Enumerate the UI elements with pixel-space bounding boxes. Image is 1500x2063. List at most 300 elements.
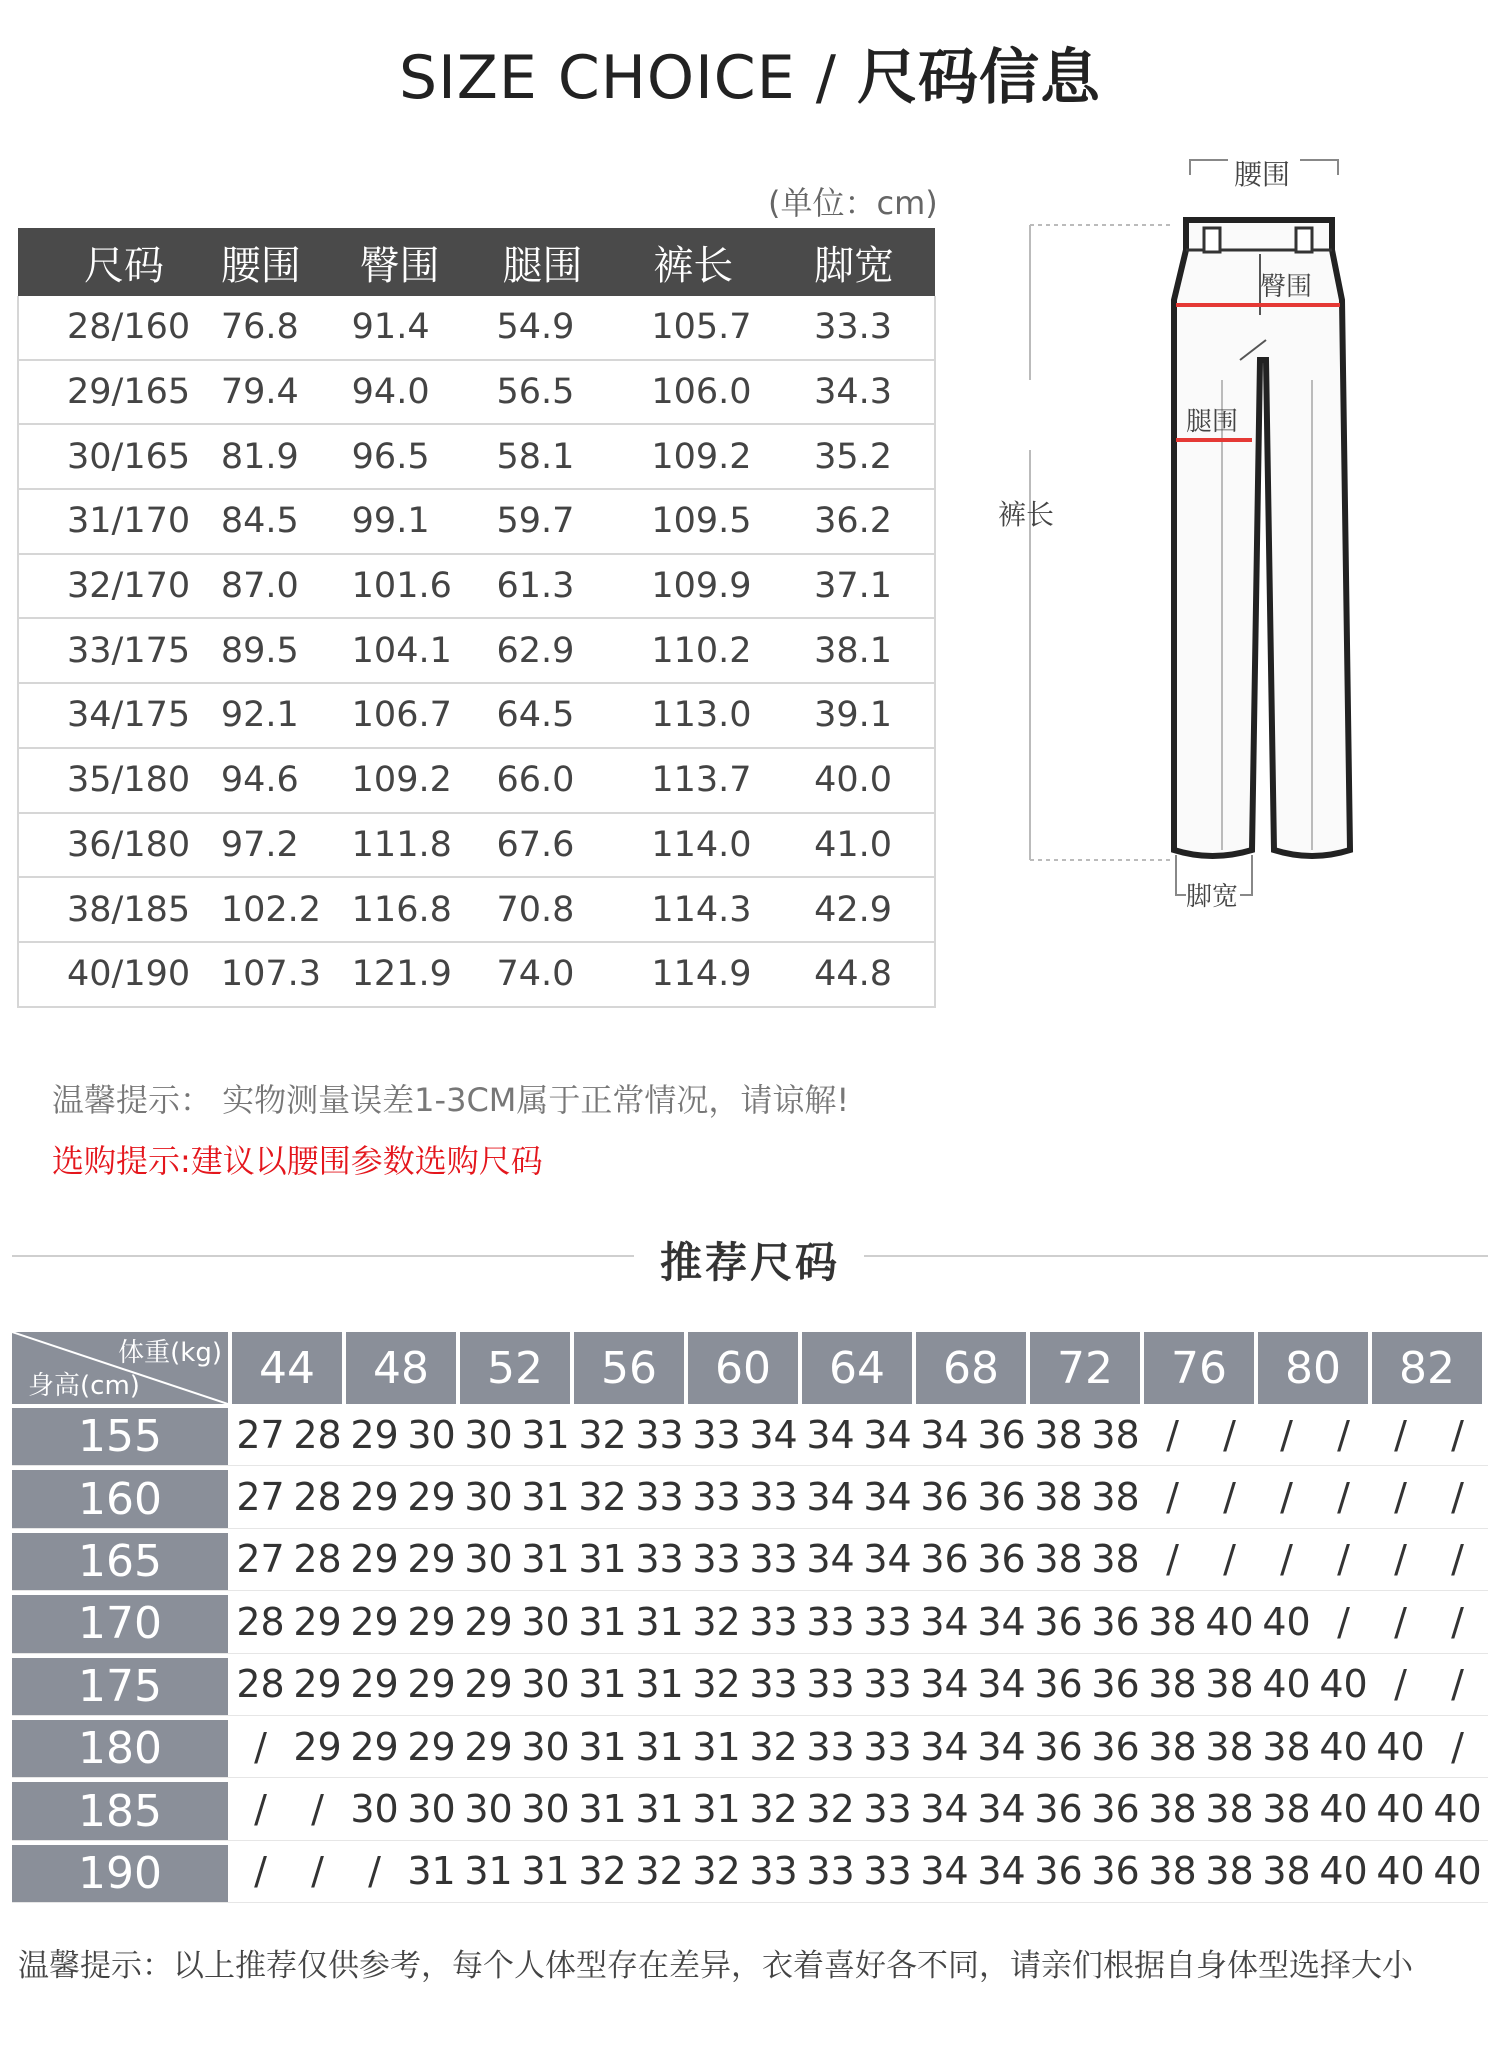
size-value: 29 bbox=[350, 1412, 399, 1457]
table-cell: 33/175 bbox=[18, 618, 171, 683]
table-cell: 114.0 bbox=[629, 813, 782, 878]
size-value: 36 bbox=[1034, 1724, 1083, 1769]
size-values bbox=[228, 1591, 1488, 1652]
table-cell: 109.2 bbox=[629, 424, 782, 489]
unit-label: (单位：cm) bbox=[768, 184, 938, 222]
size-value: 28 bbox=[293, 1412, 342, 1457]
size-values bbox=[228, 1404, 1488, 1465]
table-cell: 105.7 bbox=[629, 296, 782, 360]
table-cell: 99.1 bbox=[324, 489, 477, 554]
size-value: 30 bbox=[464, 1787, 513, 1832]
table-cell: 34/175 bbox=[18, 683, 171, 748]
size-value: 30 bbox=[350, 1787, 399, 1832]
size-value: / bbox=[1166, 1475, 1179, 1520]
table-cell: 114.3 bbox=[629, 877, 782, 942]
table-cell: 35/180 bbox=[18, 748, 171, 813]
table-cell: 109.5 bbox=[629, 489, 782, 554]
table-cell: 76.8 bbox=[171, 296, 324, 360]
size-value: 38 bbox=[1034, 1475, 1083, 1520]
table-cell: 31/170 bbox=[18, 489, 171, 554]
table-cell: 33.3 bbox=[782, 296, 935, 360]
size-values bbox=[228, 1654, 1488, 1715]
size-value: 32 bbox=[635, 1849, 684, 1894]
size-value: 40 bbox=[1433, 1787, 1482, 1832]
table-cell: 96.5 bbox=[324, 424, 477, 489]
size-value: 31 bbox=[521, 1537, 570, 1582]
weight-header-cell: 52 bbox=[460, 1332, 570, 1404]
recommend-row bbox=[12, 1716, 1488, 1778]
weight-header-cell: 56 bbox=[574, 1332, 684, 1404]
size-value: 34 bbox=[977, 1787, 1026, 1832]
size-value: 31 bbox=[635, 1724, 684, 1769]
weight-header-cell: 48 bbox=[346, 1332, 456, 1404]
page-title bbox=[0, 30, 1500, 116]
table-cell: 29/165 bbox=[18, 360, 171, 425]
table-cell: 109.2 bbox=[324, 748, 477, 813]
size-value: 38 bbox=[1262, 1724, 1311, 1769]
table-cell: 84.5 bbox=[171, 489, 324, 554]
corner-height-label: 身高(cm) bbox=[28, 1371, 140, 1401]
table-cell: 97.2 bbox=[171, 813, 324, 878]
size-value: 34 bbox=[920, 1724, 969, 1769]
size-value: 34 bbox=[977, 1849, 1026, 1894]
size-value: 38 bbox=[1148, 1849, 1197, 1894]
table-cell: 42.9 bbox=[782, 877, 935, 942]
table-cell: 106.7 bbox=[324, 683, 477, 748]
table-cell: 121.9 bbox=[324, 942, 477, 1007]
weight-header-cell: 64 bbox=[802, 1332, 912, 1404]
table-cell: 40/190 bbox=[18, 942, 171, 1007]
size-value: 32 bbox=[578, 1412, 627, 1457]
size-value: / bbox=[1451, 1475, 1464, 1520]
recommend-row bbox=[12, 1591, 1488, 1653]
size-value: 31 bbox=[692, 1787, 741, 1832]
size-value: 40 bbox=[1433, 1849, 1482, 1894]
size-value: 36 bbox=[1034, 1849, 1083, 1894]
size-value: 33 bbox=[863, 1724, 912, 1769]
size-value: 29 bbox=[407, 1662, 456, 1707]
size-value: 33 bbox=[692, 1412, 741, 1457]
size-value: 33 bbox=[635, 1475, 684, 1520]
size-value: 28 bbox=[293, 1475, 342, 1520]
size-value: 36 bbox=[977, 1537, 1026, 1582]
size-value: 33 bbox=[806, 1599, 855, 1644]
size-value: 30 bbox=[521, 1787, 570, 1832]
size-value: / bbox=[1451, 1724, 1464, 1769]
size-value: 29 bbox=[407, 1537, 456, 1582]
label-hip: 臀围 bbox=[1260, 272, 1313, 302]
table-cell: 61.3 bbox=[476, 554, 629, 619]
size-value: 31 bbox=[521, 1475, 570, 1520]
label-waist: 腰围 bbox=[1234, 158, 1291, 191]
table-cell: 59.7 bbox=[476, 489, 629, 554]
size-value: 38 bbox=[1205, 1787, 1254, 1832]
table-cell: 34.3 bbox=[782, 360, 935, 425]
label-thigh: 腿围 bbox=[1186, 407, 1239, 437]
size-value: 34 bbox=[920, 1662, 969, 1707]
table-cell: 67.6 bbox=[476, 813, 629, 878]
size-value: / bbox=[1280, 1537, 1293, 1582]
size-value: 40 bbox=[1319, 1849, 1368, 1894]
size-value: 36 bbox=[1034, 1787, 1083, 1832]
size-value: 30 bbox=[464, 1412, 513, 1457]
size-value: 31 bbox=[692, 1724, 741, 1769]
table-cell: 104.1 bbox=[324, 618, 477, 683]
size-value: 33 bbox=[635, 1537, 684, 1582]
size-value: 30 bbox=[521, 1724, 570, 1769]
size-value: 36 bbox=[1091, 1724, 1140, 1769]
size-value: 30 bbox=[407, 1787, 456, 1832]
size-value: 31 bbox=[578, 1724, 627, 1769]
size-value: 33 bbox=[749, 1475, 798, 1520]
height-cell: 175 bbox=[12, 1654, 228, 1715]
size-value: 34 bbox=[863, 1412, 912, 1457]
size-value: / bbox=[1337, 1475, 1350, 1520]
table-cell: 36/180 bbox=[18, 813, 171, 878]
size-value: 33 bbox=[806, 1662, 855, 1707]
size-value: 27 bbox=[236, 1412, 285, 1457]
size-value: 38 bbox=[1034, 1412, 1083, 1457]
recommend-section-header bbox=[12, 1230, 1488, 1287]
size-value: / bbox=[254, 1849, 267, 1894]
size-value: 38 bbox=[1148, 1599, 1197, 1644]
size-value: 36 bbox=[1091, 1787, 1140, 1832]
size-value: / bbox=[1394, 1412, 1407, 1457]
size-value: 31 bbox=[407, 1849, 456, 1894]
size-value: 30 bbox=[521, 1662, 570, 1707]
size-value: 31 bbox=[578, 1599, 627, 1644]
size-value: 31 bbox=[521, 1412, 570, 1457]
size-value: 36 bbox=[1034, 1662, 1083, 1707]
table-cell: 106.0 bbox=[629, 360, 782, 425]
grid-corner bbox=[12, 1332, 228, 1404]
size-value: 34 bbox=[920, 1849, 969, 1894]
size-value: 38 bbox=[1205, 1662, 1254, 1707]
table-cell: 66.0 bbox=[476, 748, 629, 813]
size-value: 29 bbox=[407, 1599, 456, 1644]
size-values bbox=[228, 1841, 1488, 1902]
size-value: 32 bbox=[749, 1787, 798, 1832]
size-values bbox=[228, 1716, 1488, 1777]
height-cell: 165 bbox=[12, 1529, 228, 1590]
size-value: 32 bbox=[749, 1724, 798, 1769]
size-value: 29 bbox=[293, 1599, 342, 1644]
table-cell: 38/185 bbox=[18, 877, 171, 942]
size-value: 31 bbox=[578, 1662, 627, 1707]
tip-purchase-advice: 选购提示:建议以腰围参数选购尺码 bbox=[52, 1142, 543, 1180]
size-value: / bbox=[1280, 1475, 1293, 1520]
table-cell: 94.0 bbox=[324, 360, 477, 425]
table-cell: 111.8 bbox=[324, 813, 477, 878]
size-value: 40 bbox=[1262, 1599, 1311, 1644]
table-cell: 41.0 bbox=[782, 813, 935, 878]
size-value: 40 bbox=[1376, 1849, 1425, 1894]
size-values bbox=[228, 1466, 1488, 1527]
size-value: 30 bbox=[464, 1537, 513, 1582]
table-row bbox=[18, 618, 935, 683]
table-cell: 114.9 bbox=[629, 942, 782, 1007]
size-value: 40 bbox=[1319, 1724, 1368, 1769]
table-cell: 64.5 bbox=[476, 683, 629, 748]
height-cell: 185 bbox=[12, 1778, 228, 1839]
size-value: 31 bbox=[635, 1662, 684, 1707]
size-table bbox=[17, 228, 936, 1008]
size-value: 34 bbox=[977, 1724, 1026, 1769]
size-value: 28 bbox=[293, 1537, 342, 1582]
size-value: 38 bbox=[1034, 1537, 1083, 1582]
table-cell: 62.9 bbox=[476, 618, 629, 683]
recommend-row bbox=[12, 1654, 1488, 1716]
table-cell: 92.1 bbox=[171, 683, 324, 748]
size-value: 29 bbox=[293, 1662, 342, 1707]
table-cell: 91.4 bbox=[324, 296, 477, 360]
size-value: 29 bbox=[293, 1724, 342, 1769]
table-cell: 40.0 bbox=[782, 748, 935, 813]
size-value: / bbox=[1394, 1662, 1407, 1707]
size-value: 33 bbox=[749, 1662, 798, 1707]
header-hem: 脚宽 bbox=[782, 228, 935, 296]
size-value: 29 bbox=[407, 1475, 456, 1520]
size-value: 40 bbox=[1376, 1724, 1425, 1769]
weight-header-cell: 76 bbox=[1144, 1332, 1254, 1404]
size-value: 33 bbox=[749, 1537, 798, 1582]
title-separator: / bbox=[815, 43, 837, 113]
size-value: / bbox=[1451, 1662, 1464, 1707]
size-value: 38 bbox=[1148, 1787, 1197, 1832]
pants-outline-icon bbox=[1174, 220, 1350, 856]
table-cell: 113.0 bbox=[629, 683, 782, 748]
corner-weight-label: 体重(kg) bbox=[118, 1338, 222, 1368]
size-value: / bbox=[368, 1849, 381, 1894]
size-value: 40 bbox=[1319, 1787, 1368, 1832]
size-value: 29 bbox=[350, 1724, 399, 1769]
table-cell: 37.1 bbox=[782, 554, 935, 619]
size-value: / bbox=[1394, 1537, 1407, 1582]
size-value: 29 bbox=[407, 1724, 456, 1769]
weight-header-cell: 60 bbox=[688, 1332, 798, 1404]
size-value: 34 bbox=[806, 1537, 855, 1582]
size-value: 36 bbox=[1091, 1599, 1140, 1644]
size-value: 40 bbox=[1376, 1787, 1425, 1832]
size-value: / bbox=[1223, 1475, 1236, 1520]
size-value: 38 bbox=[1205, 1724, 1254, 1769]
label-length: 裤长 bbox=[998, 498, 1055, 531]
size-value: 38 bbox=[1262, 1849, 1311, 1894]
size-value: 32 bbox=[578, 1475, 627, 1520]
table-cell: 113.7 bbox=[629, 748, 782, 813]
table-cell: 44.8 bbox=[782, 942, 935, 1007]
size-value: 38 bbox=[1091, 1412, 1140, 1457]
size-value: 33 bbox=[806, 1724, 855, 1769]
size-value: 33 bbox=[863, 1787, 912, 1832]
table-row bbox=[18, 813, 935, 878]
size-value: 33 bbox=[749, 1599, 798, 1644]
size-value: 34 bbox=[863, 1537, 912, 1582]
size-value: 28 bbox=[236, 1599, 285, 1644]
table-row bbox=[18, 296, 935, 360]
size-value: 27 bbox=[236, 1475, 285, 1520]
size-value: 34 bbox=[920, 1599, 969, 1644]
table-cell: 110.2 bbox=[629, 618, 782, 683]
size-value: 34 bbox=[977, 1662, 1026, 1707]
size-value: 32 bbox=[578, 1849, 627, 1894]
size-value: 29 bbox=[350, 1537, 399, 1582]
size-value: 38 bbox=[1091, 1537, 1140, 1582]
size-value: / bbox=[1451, 1412, 1464, 1457]
size-table-header bbox=[18, 228, 935, 296]
header-hip: 臀围 bbox=[324, 228, 477, 296]
height-cell: 160 bbox=[12, 1466, 228, 1527]
recommend-row bbox=[12, 1404, 1488, 1466]
table-cell: 81.9 bbox=[171, 424, 324, 489]
table-row bbox=[18, 360, 935, 425]
size-value: 40 bbox=[1262, 1662, 1311, 1707]
size-value: 40 bbox=[1205, 1599, 1254, 1644]
height-cell: 180 bbox=[12, 1716, 228, 1777]
size-value: 30 bbox=[521, 1599, 570, 1644]
table-cell: 58.1 bbox=[476, 424, 629, 489]
table-row bbox=[18, 748, 935, 813]
recommend-title: 推荐尺码 bbox=[659, 1238, 840, 1287]
size-value: / bbox=[1166, 1412, 1179, 1457]
table-row bbox=[18, 424, 935, 489]
size-value: 34 bbox=[806, 1412, 855, 1457]
recommend-row bbox=[12, 1466, 1488, 1528]
size-value: / bbox=[1223, 1412, 1236, 1457]
size-value: 32 bbox=[806, 1787, 855, 1832]
table-cell: 107.3 bbox=[171, 942, 324, 1007]
size-value: 33 bbox=[863, 1662, 912, 1707]
size-value: 29 bbox=[464, 1599, 513, 1644]
size-value: 33 bbox=[692, 1475, 741, 1520]
recommend-grid bbox=[12, 1332, 1488, 1903]
header-size: 尺码 bbox=[18, 228, 171, 296]
table-row bbox=[18, 683, 935, 748]
recommend-grid-header bbox=[12, 1332, 1488, 1404]
recommend-row bbox=[12, 1529, 1488, 1591]
table-cell: 56.5 bbox=[476, 360, 629, 425]
size-value: 30 bbox=[407, 1412, 456, 1457]
table-cell: 39.1 bbox=[782, 683, 935, 748]
table-cell: 35.2 bbox=[782, 424, 935, 489]
size-value: 29 bbox=[464, 1662, 513, 1707]
size-value: / bbox=[311, 1849, 324, 1894]
size-value: 36 bbox=[977, 1412, 1026, 1457]
size-values bbox=[228, 1529, 1488, 1590]
size-value: 38 bbox=[1148, 1724, 1197, 1769]
table-cell: 87.0 bbox=[171, 554, 324, 619]
size-value: 32 bbox=[692, 1849, 741, 1894]
size-value: 29 bbox=[350, 1599, 399, 1644]
size-value: 34 bbox=[806, 1475, 855, 1520]
weight-header-cell: 72 bbox=[1030, 1332, 1140, 1404]
size-value: 33 bbox=[863, 1849, 912, 1894]
size-value: 31 bbox=[464, 1849, 513, 1894]
table-cell: 70.8 bbox=[476, 877, 629, 942]
title-en: SIZE CHOICE bbox=[399, 43, 796, 113]
size-value: 40 bbox=[1319, 1662, 1368, 1707]
size-value: 30 bbox=[464, 1475, 513, 1520]
footnote: 温馨提示：以上推荐仅供参考，每个人体型存在差异，衣着喜好各不同，请亲们根据自身体型选择大小 bbox=[18, 1948, 1413, 1984]
table-cell: 32/170 bbox=[18, 554, 171, 619]
header-length: 裤长 bbox=[629, 228, 782, 296]
size-values bbox=[228, 1778, 1488, 1839]
table-cell: 54.9 bbox=[476, 296, 629, 360]
size-value: 38 bbox=[1205, 1849, 1254, 1894]
size-value: 36 bbox=[1091, 1849, 1140, 1894]
table-cell: 101.6 bbox=[324, 554, 477, 619]
size-value: 29 bbox=[350, 1475, 399, 1520]
size-value: / bbox=[311, 1787, 324, 1832]
size-value: 29 bbox=[464, 1724, 513, 1769]
size-value: / bbox=[254, 1787, 267, 1832]
size-value: 31 bbox=[635, 1787, 684, 1832]
size-value: / bbox=[1451, 1599, 1464, 1644]
size-value: 28 bbox=[236, 1662, 285, 1707]
weight-header-cell: 80 bbox=[1258, 1332, 1368, 1404]
table-row bbox=[18, 877, 935, 942]
size-value: 31 bbox=[578, 1787, 627, 1832]
table-cell: 94.6 bbox=[171, 748, 324, 813]
size-value: 33 bbox=[749, 1849, 798, 1894]
size-value: 31 bbox=[578, 1537, 627, 1582]
size-value: 34 bbox=[920, 1787, 969, 1832]
size-value: 38 bbox=[1262, 1787, 1311, 1832]
size-value: / bbox=[1223, 1537, 1236, 1582]
table-cell: 109.9 bbox=[629, 554, 782, 619]
recommend-row bbox=[12, 1778, 1488, 1840]
height-cell: 155 bbox=[12, 1404, 228, 1465]
size-value: / bbox=[1337, 1412, 1350, 1457]
size-value: 36 bbox=[920, 1475, 969, 1520]
size-value: 33 bbox=[692, 1537, 741, 1582]
size-value: 38 bbox=[1091, 1475, 1140, 1520]
size-value: 31 bbox=[635, 1599, 684, 1644]
table-cell: 36.2 bbox=[782, 489, 935, 554]
table-row bbox=[18, 489, 935, 554]
table-cell: 102.2 bbox=[171, 877, 324, 942]
size-value: 34 bbox=[749, 1412, 798, 1457]
table-cell: 28/160 bbox=[18, 296, 171, 360]
header-waist: 腰围 bbox=[171, 228, 324, 296]
size-value: / bbox=[1337, 1537, 1350, 1582]
table-cell: 89.5 bbox=[171, 618, 324, 683]
recommend-row bbox=[12, 1841, 1488, 1903]
size-value: 27 bbox=[236, 1537, 285, 1582]
size-value: 38 bbox=[1148, 1662, 1197, 1707]
size-value: 33 bbox=[806, 1849, 855, 1894]
weight-header-cell: 68 bbox=[916, 1332, 1026, 1404]
size-value: 36 bbox=[1034, 1599, 1083, 1644]
size-value: 33 bbox=[863, 1599, 912, 1644]
table-row bbox=[18, 554, 935, 619]
size-value: / bbox=[1280, 1412, 1293, 1457]
size-value: / bbox=[1451, 1537, 1464, 1582]
header-thigh: 腿围 bbox=[476, 228, 629, 296]
table-row bbox=[18, 942, 935, 1007]
table-cell: 74.0 bbox=[476, 942, 629, 1007]
size-value: 34 bbox=[920, 1412, 969, 1457]
size-value: / bbox=[1394, 1599, 1407, 1644]
title-cn: 尺码信息 bbox=[856, 43, 1101, 113]
size-value: 31 bbox=[521, 1849, 570, 1894]
size-value: / bbox=[1394, 1475, 1407, 1520]
table-cell: 79.4 bbox=[171, 360, 324, 425]
size-value: 32 bbox=[692, 1599, 741, 1644]
size-value: 36 bbox=[977, 1475, 1026, 1520]
height-cell: 170 bbox=[12, 1591, 228, 1652]
size-value: 32 bbox=[692, 1662, 741, 1707]
